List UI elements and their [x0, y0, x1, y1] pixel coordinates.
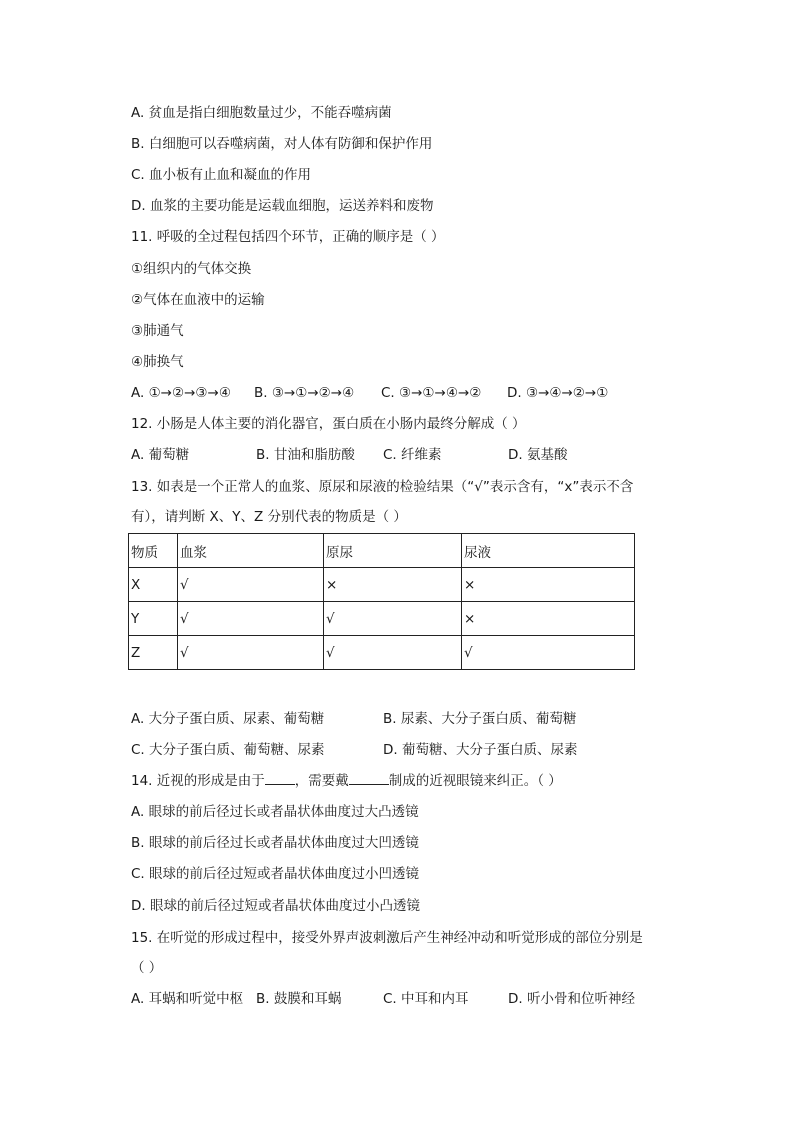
q14-option-b: B. 眼球的前后径过长或者晶状体曲度过大凹透镜 — [131, 835, 419, 851]
q15-option-c: C. 中耳和内耳 — [383, 991, 469, 1007]
table-row — [129, 602, 635, 636]
q14-blank-1 — [265, 772, 295, 785]
table-cell: Z — [129, 636, 178, 670]
q11-option-d: D. ③→④→②→① — [507, 385, 609, 401]
q10-option-a: A. 贫血是指白细胞数量过少，不能吞噬病菌 — [131, 105, 392, 121]
table-cell: × — [462, 568, 635, 602]
q11-item-1: ①组织内的气体交换 — [131, 261, 252, 277]
q10-option-c: C. 血小板有止血和凝血的作用 — [131, 167, 312, 183]
table-cell: × — [462, 602, 635, 636]
q13-table — [128, 533, 635, 670]
q13-option-d: D. 葡萄糖、大分子蛋白质、尿素 — [383, 742, 578, 758]
q13-option-b: B. 尿素、大分子蛋白质、葡萄糖 — [383, 711, 577, 727]
q11-item-2: ②气体在血液中的运输 — [131, 292, 265, 308]
q13-option-c: C. 大分子蛋白质、葡萄糖、尿素 — [131, 742, 325, 758]
table-header-cell: 尿液 — [462, 534, 635, 568]
q15-stem-line1: 15. 在听觉的形成过程中，接受外界声波刺激后产生神经冲动和听觉形成的部位分别是 — [131, 930, 643, 946]
q14-stem-part1: 14. 近视的形成是由于 — [131, 773, 265, 789]
q12-stem: 12. 小肠是人体主要的消化器官，蛋白质在小肠内最终分解成（ ） — [131, 416, 526, 432]
q14-option-a: A. 眼球的前后径过长或者晶状体曲度过大凸透镜 — [131, 804, 419, 820]
q14-option-c: C. 眼球的前后径过短或者晶状体曲度过小凹透镜 — [131, 866, 420, 882]
q14-stem-part3: 制成的近视眼镜来纠正。（ ） — [388, 773, 562, 789]
q14-stem — [131, 772, 562, 790]
table-cell: × — [324, 568, 462, 602]
q11-item-3: ③肺通气 — [131, 323, 184, 339]
table-cell: √ — [178, 602, 324, 636]
table-header-row — [129, 534, 635, 568]
q14-blank-2 — [349, 772, 389, 785]
q15-stem-line2: （ ） — [131, 960, 163, 976]
table-cell: √ — [462, 636, 635, 670]
q11-option-c: C. ③→①→④→② — [381, 385, 482, 401]
table-cell: X — [129, 568, 178, 602]
q11-option-a: A. ①→②→③→④ — [131, 385, 231, 401]
table-cell: √ — [324, 602, 462, 636]
q14-option-d: D. 眼球的前后径过短或者晶状体曲度过小凸透镜 — [131, 898, 420, 914]
table-cell: √ — [324, 636, 462, 670]
q11-item-4: ④肺换气 — [131, 354, 184, 370]
q10-option-b: B. 白细胞可以吞噬病菌，对人体有防御和保护作用 — [131, 136, 433, 152]
q13-stem-line2: 有），请判断 X、Y、Z 分别代表的物质是（ ） — [131, 509, 407, 525]
table-header-cell: 物质 — [129, 534, 178, 568]
q12-option-a: A. 葡萄糖 — [131, 447, 190, 463]
q15-option-d: D. 听小骨和位听神经 — [508, 991, 635, 1007]
q12-option-d: D. 氨基酸 — [508, 447, 568, 463]
q15-option-b: B. 鼓膜和耳蜗 — [256, 991, 342, 1007]
q13-stem-line1: 13. 如表是一个正常人的血浆、原尿和尿液的检验结果（“√”表示含有，“x”表示不含 — [131, 479, 634, 495]
table-row — [129, 636, 635, 670]
q15-option-a: A. 耳蜗和听觉中枢 — [131, 991, 244, 1007]
table-header-cell: 血浆 — [178, 534, 324, 568]
q13-option-a: A. 大分子蛋白质、尿素、葡萄糖 — [131, 711, 325, 727]
q14-stem-part2: ，需要戴 — [294, 773, 349, 789]
table-row — [129, 568, 635, 602]
q12-option-c: C. 纤维素 — [383, 447, 442, 463]
table-header-cell: 原尿 — [324, 534, 462, 568]
table-cell: √ — [178, 568, 324, 602]
q10-option-d: D. 血浆的主要功能是运载血细胞，运送养料和废物 — [131, 198, 434, 214]
table-cell: Y — [129, 602, 178, 636]
q12-option-b: B. 甘油和脂肪酸 — [256, 447, 355, 463]
table-cell: √ — [178, 636, 324, 670]
q11-option-b: B. ③→①→②→④ — [254, 385, 355, 401]
q11-stem: 11. 呼吸的全过程包括四个环节，正确的顺序是（ ） — [131, 229, 445, 245]
